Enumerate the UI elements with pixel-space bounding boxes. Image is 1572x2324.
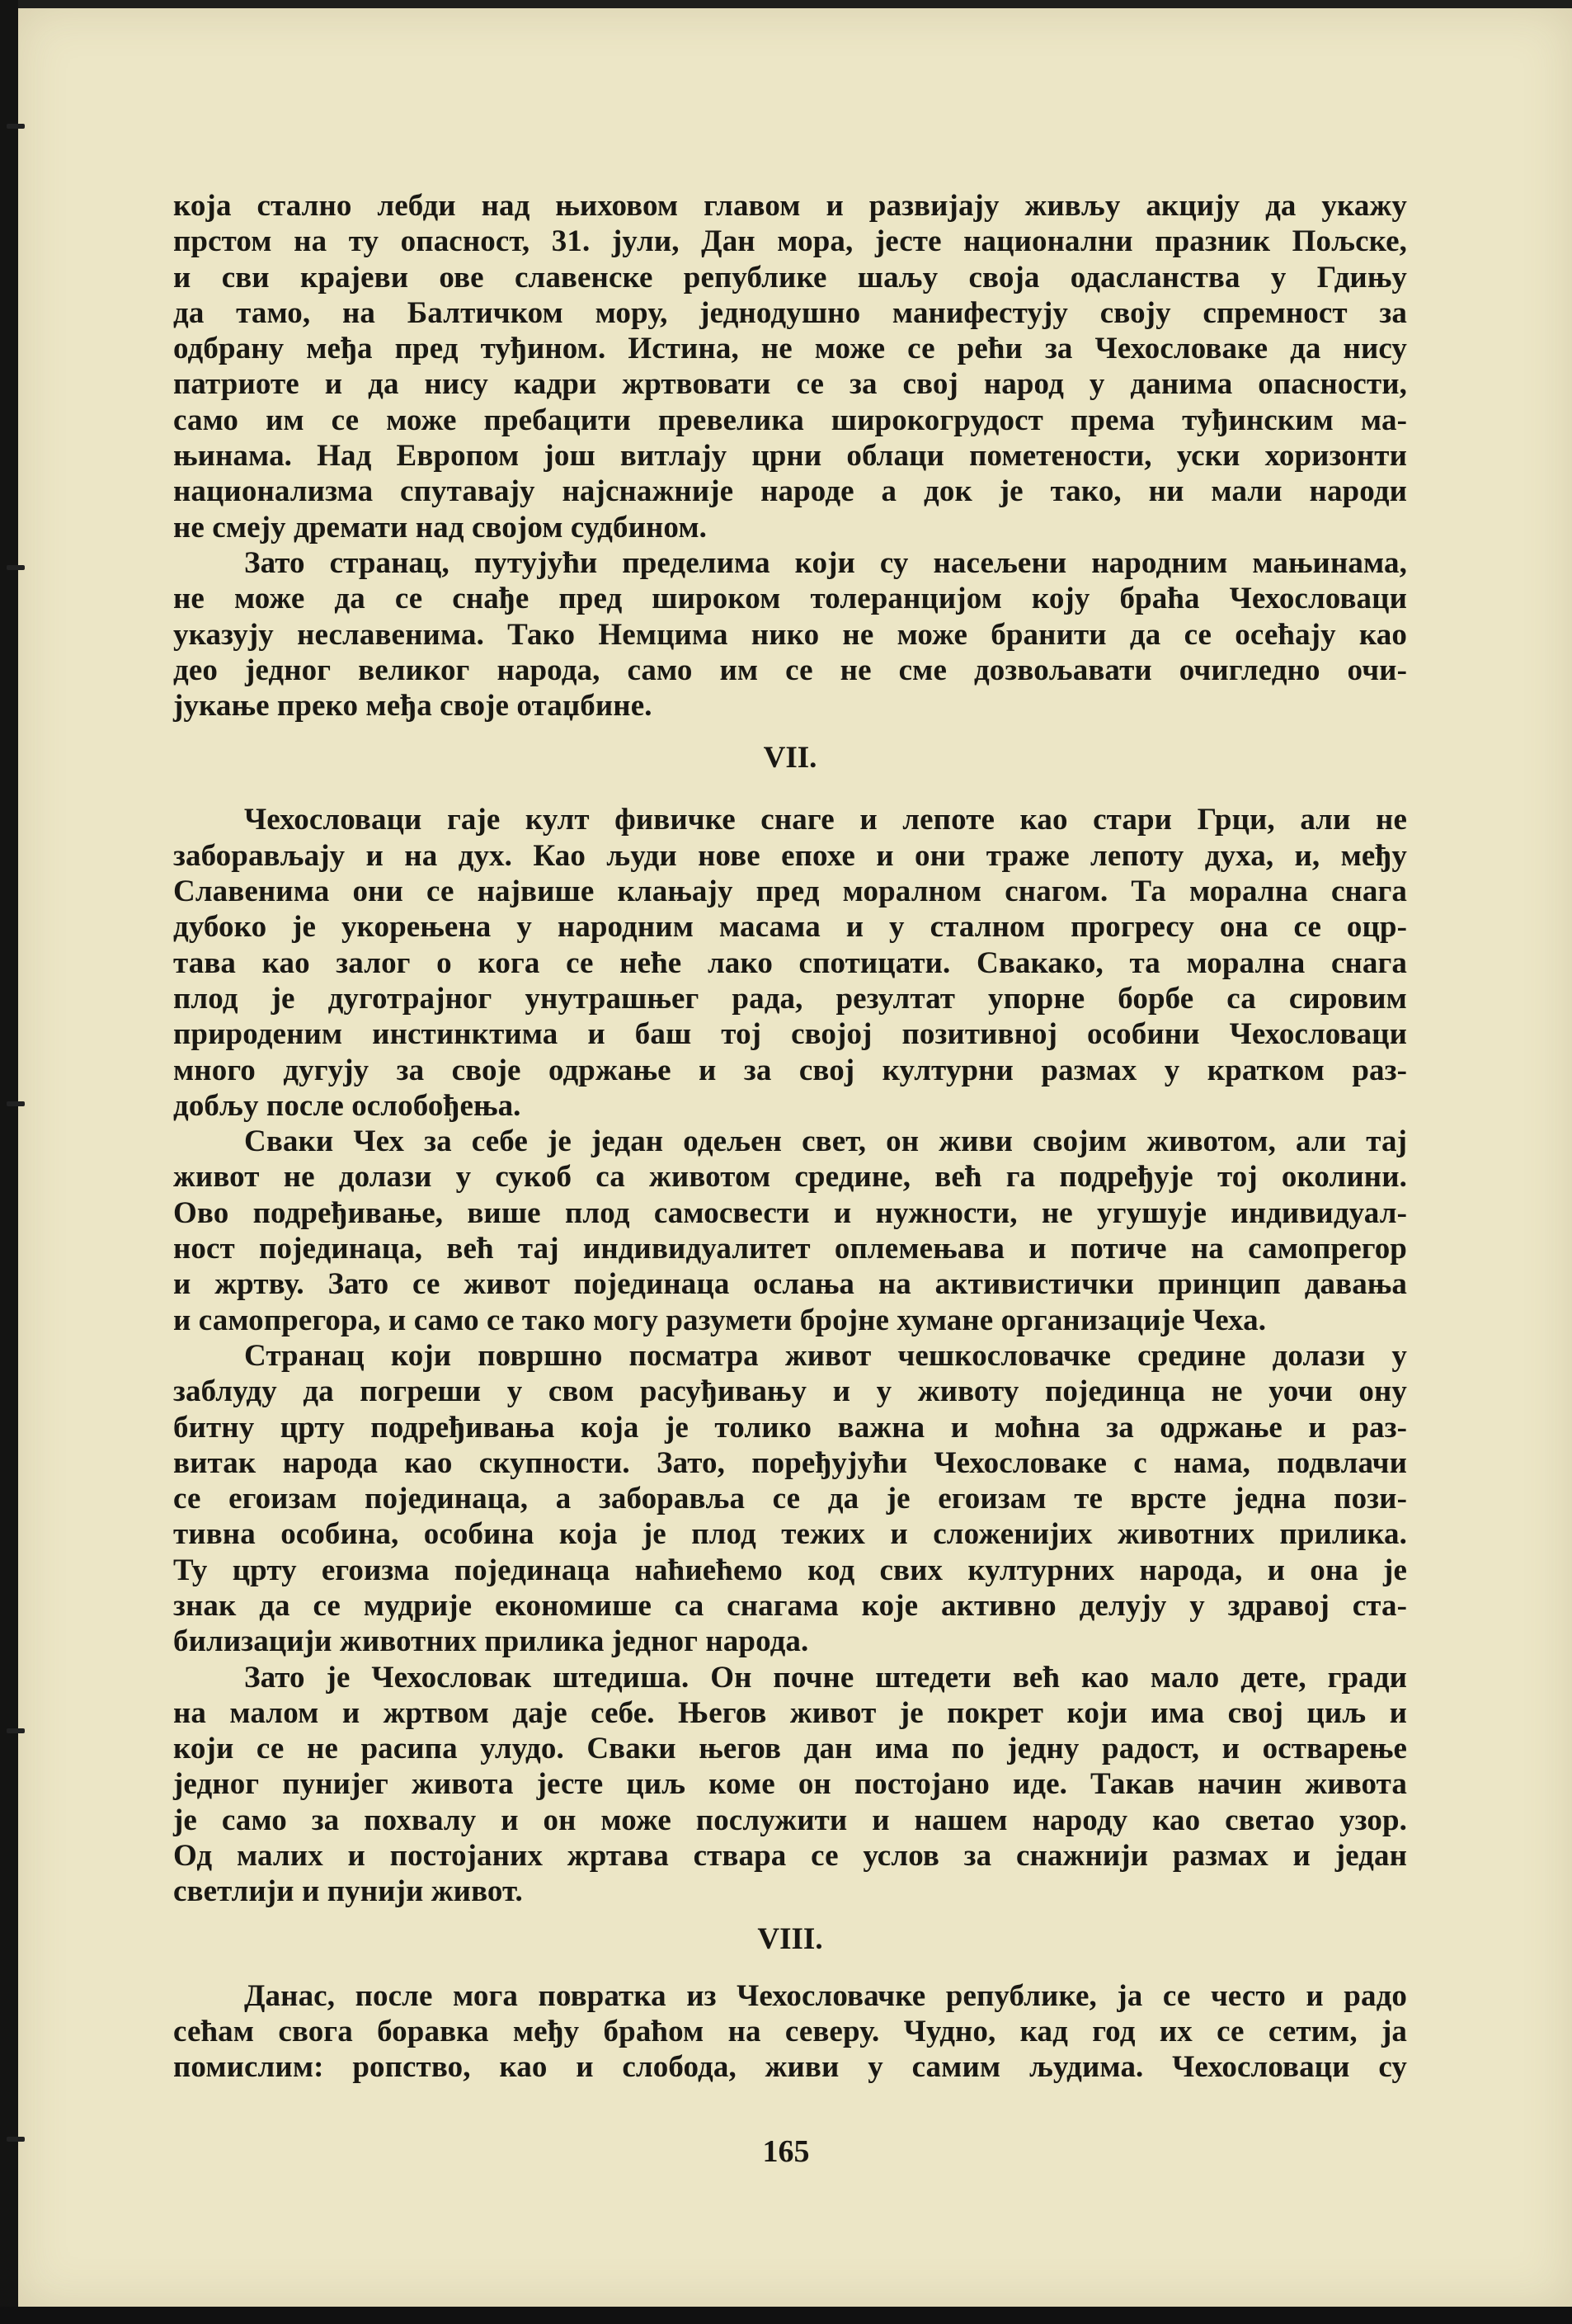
text-line: Зато странац, путујући пределима који су насељени народним мањинама, <box>244 545 1407 580</box>
text-line: сећам свога боравка међу браћом на северу. Чудно, кад год их се сетим, ја <box>173 2014 1407 2048</box>
text-line: део једног великог народа, само им се не сме дозвољавати очигледно очи- <box>173 653 1407 687</box>
paragraph <box>173 545 1407 724</box>
text-line: светлији и пунији живот. <box>173 1874 523 1909</box>
text-line: не може да се снађе пред широком толеранцијом коју браћа Чехословаци <box>173 582 1407 616</box>
text-line: указују неславенима. Тако Немцима нико не може бранити да се осећају као <box>173 617 1407 652</box>
text-line: који се не расипа улудо. Сваки његов дан има по једну радост, и остварење <box>173 1732 1407 1766</box>
text-line: билизацији животних прилика једног народа. <box>173 1624 809 1659</box>
text-line: плод је дуготрајног унутрашњег рада, резултат упорне борбе са сировим <box>173 981 1407 1016</box>
text-line: само им се може пребацити превелика широкогрудост према туђинским ма- <box>173 403 1407 437</box>
text-line: ност појединаца, већ тај индивидуалитет оплемењава и потиче на самопрегор <box>173 1232 1407 1266</box>
binding-mark <box>7 124 25 129</box>
page-body <box>173 188 1407 2086</box>
text-line: Ту црту егоизма појединаца наћиећемо код свих културних народа, и она је <box>173 1553 1407 1587</box>
text-line: и жртву. Зато се живот појединаца ослања на активистички принцип давања <box>173 1267 1407 1302</box>
text-line: не смеју дремати над својом судбином. <box>173 510 707 544</box>
paragraph <box>173 1124 1407 1338</box>
text-line: битну црту подређивања која је толико важна и моћна за одржање и раз- <box>173 1410 1407 1445</box>
text-line: живот не долази у сукоб са животом средине, већ га подређује тој околини. <box>173 1160 1407 1195</box>
text-line: Зато је Чехословак штедиша. Он почне штедети већ као мало дете, гради <box>244 1660 1407 1695</box>
paragraph <box>173 1338 1407 1660</box>
text-line: на малом и жртвом даје себе. Његов живот је покрет који има свој циљ и <box>173 1695 1407 1730</box>
page-bottom-edge <box>0 2307 1572 2324</box>
text-line: се егоизам појединаца, а заборавља се да је егоизам те врсте једна пози- <box>173 1482 1407 1516</box>
text-line: национализма спутавају најснажније народе а док је тако, ни мали народи <box>173 474 1407 509</box>
text-line: витак народа као скупности. Зато, поређујући Чехословаке с нама, подвлачи <box>173 1445 1407 1480</box>
text-line: која стално лебди над њиховом главом и развијају живљу акцију да укажу <box>173 189 1407 223</box>
paragraph <box>173 802 1407 1124</box>
text-line: заборављају и на дух. Као људи нове епохе и они траже лепоту духа, и, међу <box>173 838 1407 873</box>
page-number: 165 <box>762 2134 810 2169</box>
binding-mark <box>7 565 25 570</box>
text-line: Сваки Чех за себе је један одељен свет, он живи својим животом, али тај <box>244 1124 1407 1159</box>
text-line: Славенима они се највише клањају пред моралном снагом. Та морална снага <box>173 874 1407 909</box>
binding-mark <box>7 1101 25 1106</box>
text-line: знак да се мудрије економише са снагама које активно делују у здравој ста- <box>173 1588 1407 1623</box>
binding-mark <box>7 1728 25 1733</box>
text-line: Чехословаци гаје култ фивичке снаге и лепоте као стари Грци, али не <box>244 803 1407 837</box>
text-line: Странац који површно посматра живот чешкословачке средине долази у <box>244 1338 1407 1373</box>
text-line: је само за похвалу и он може послужити и нашем народу као светао узор. <box>173 1803 1407 1837</box>
paragraph-continuation <box>173 188 1407 545</box>
text-line: тивна особина, особина која је плод тежих и сложенијих животних прилика. <box>173 1517 1407 1552</box>
text-line: и самопрегора, и само се тако могу разумети бројне хумане организације Чеха. <box>173 1303 1267 1337</box>
text-line: тава као залог о кога се неће лако спотицати. Свакако, та морална снага <box>173 945 1407 980</box>
book-binding <box>0 0 18 2324</box>
text-line: помислим: ропство, као и слобода, живи у самим људима. Чехословаци су <box>173 2050 1407 2085</box>
text-line: патриоте и да нису кадри жртвовати се за свој народ у данима опасности, <box>173 367 1407 402</box>
text-line: и сви крајеви ове славенске републике шаљу своја одасланства у Гдињу <box>173 260 1407 295</box>
text-line: Ово подређивање, више плод самосвести и нужности, не угушује индивидуал- <box>173 1195 1407 1230</box>
text-line: једног пунијег живота јесте циљ коме он постојано иде. Такав начин живота <box>173 1767 1407 1802</box>
text-line: природеним инстинктима и баш тој својој позитивној особини Чехословаци <box>173 1017 1407 1052</box>
text-line: јукање преко међа своје отаџбине. <box>173 689 652 724</box>
paragraph <box>173 1978 1407 2086</box>
text-line: дубоко је укорењена у народним масама и у сталном прогресу она се оцр- <box>173 910 1407 945</box>
text-line: Од малих и постојаних жртава ствара се услов за снажнији размах и један <box>173 1839 1407 1874</box>
text-line: одбрану међа пред туђином. Истина, не може се рећи за Чехословаке да нису <box>173 332 1407 366</box>
text-line: да тамо, на Балтичком мору, једнодушно манифестују своју спремност за <box>173 295 1407 330</box>
paragraph <box>173 1660 1407 1910</box>
text-line: њинама. Над Европом још витлају црни облаци пометености, уски хоризонти <box>173 439 1407 474</box>
text-line: прстом на ту опасност, 31. јули, Дан мора, јесте национални празник Пољске, <box>173 224 1407 259</box>
text-line: много дугују за своје одржање и за свој културни размах у кратком раз- <box>173 1053 1407 1087</box>
text-line: Данас, после мога повратка из Чехословачке републике, ја се често и радо <box>244 1978 1407 2013</box>
text-line: заблуду да погреши у свом расуђивању и у животу појединца не уочи ону <box>173 1374 1407 1409</box>
text-line: добљу после ослобођења. <box>173 1088 521 1123</box>
section-heading-viii: VIII. <box>757 1921 823 1956</box>
section-heading-vii: VII. <box>763 741 817 775</box>
